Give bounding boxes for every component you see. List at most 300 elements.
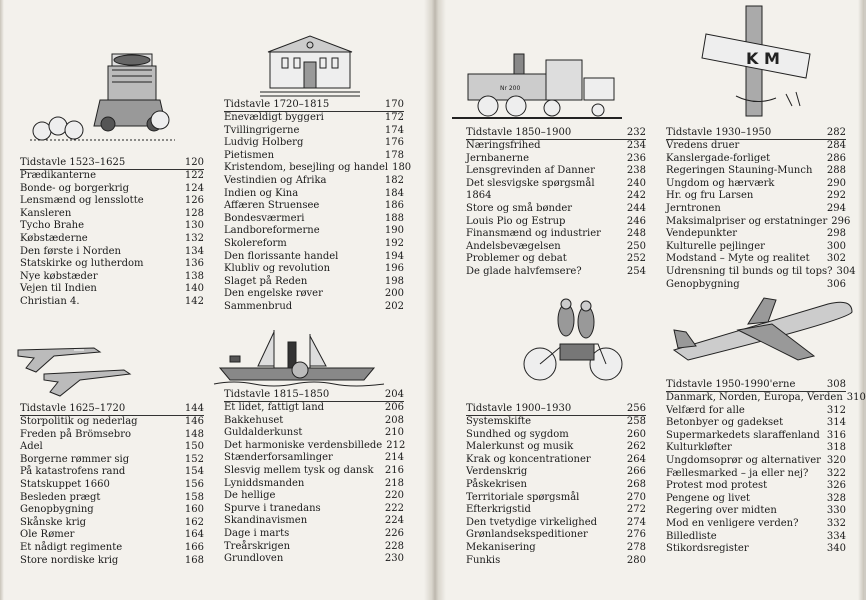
entry-page: 312 (826, 404, 846, 416)
entry-title: Kristendom, besejling og handel (224, 162, 389, 174)
entry-title: Verdenskrig (466, 466, 528, 478)
entry-title: Krak og koncentrationer (466, 453, 591, 465)
entry-title: Prædikanterne (20, 170, 97, 181)
section-page: 232 (626, 127, 646, 138)
section-1625-1720 (20, 402, 204, 567)
motorcycle-illustration (520, 298, 630, 386)
toc-entry (666, 241, 846, 254)
entry-list (224, 402, 404, 566)
entry-page: 304 (836, 265, 856, 277)
entry-page: 268 (626, 478, 646, 490)
entry-title: Pengene og livet (666, 492, 751, 504)
entry-page: 182 (384, 174, 404, 186)
section-header (666, 378, 846, 392)
entry-title: Sammenbrud (224, 300, 293, 312)
entry-page: 226 (384, 527, 404, 539)
entry-page: 130 (184, 220, 204, 232)
entry-page: 190 (384, 225, 404, 237)
toc-entry (224, 162, 412, 175)
section-1950-1990 (666, 378, 866, 556)
toc-entry (224, 263, 404, 276)
entry-page: 128 (184, 207, 204, 219)
section-1523-1625 (20, 156, 204, 309)
entry-page: 314 (826, 417, 846, 429)
entry-page: 262 (626, 441, 646, 453)
entry-title: Købstæderne (20, 232, 88, 244)
toc-entry (224, 503, 404, 516)
entry-page: 294 (826, 202, 846, 214)
toc-entry (224, 427, 404, 440)
entry-page: 220 (384, 490, 404, 502)
entry-title: Genopbygning (666, 278, 740, 290)
section-1720-1815 (224, 98, 412, 314)
entry-title: Indien og Kina (224, 187, 299, 199)
toc-entry (20, 296, 204, 309)
section-page: 204 (384, 389, 404, 400)
entry-title: Vejen til Indien (20, 283, 97, 295)
entry-list (466, 140, 646, 279)
toc-entry (20, 429, 204, 442)
toc-entry (466, 492, 646, 505)
entry-list (466, 416, 646, 567)
toc-entry (224, 188, 404, 201)
toc-entry (20, 258, 204, 271)
entry-page: 126 (184, 195, 204, 207)
entry-page: 292 (826, 190, 846, 202)
airplane-icon (668, 290, 858, 370)
entry-title: Kanslergade-forliget (666, 152, 771, 164)
toc-entry (224, 112, 404, 125)
toc-entry (20, 208, 204, 221)
entry-title: Ungdomsoprør og alternativer (666, 454, 821, 466)
entry-title: De glade halvfemsere? (466, 265, 582, 277)
section-title: Tidstavle 1900–1930 (466, 403, 572, 414)
entry-page: 196 (384, 263, 404, 275)
toc-entry (224, 276, 404, 289)
toc-entry (466, 441, 646, 454)
toc-entry (666, 405, 846, 418)
entry-title: Treårskrigen (224, 540, 291, 552)
entry-page: 340 (826, 543, 846, 555)
entry-title: Stænderforsamlinger (224, 452, 333, 464)
section-1815-1850 (224, 388, 404, 566)
entry-title: Besleden prægt (20, 491, 101, 503)
toc-entry (466, 253, 646, 266)
toc-entry (20, 271, 204, 284)
entry-page: 166 (184, 541, 204, 553)
entry-title: Funkis (466, 554, 501, 566)
entry-page: 184 (384, 187, 404, 199)
toc-entry (466, 454, 646, 467)
building-icon (260, 30, 360, 98)
toc-entry (466, 216, 646, 229)
entry-page: 146 (184, 416, 204, 427)
entry-page: 298 (826, 228, 846, 240)
entry-title: Lyniddsmanden (224, 477, 305, 489)
toc-entry (666, 265, 856, 279)
entry-title: Betonbyer og gadekset (666, 417, 784, 429)
toc-entry (466, 165, 646, 178)
entry-page: 300 (826, 240, 846, 252)
steamship-icon (214, 326, 384, 388)
toc-entry (666, 165, 846, 178)
section-header (224, 388, 404, 402)
toc-entry (466, 228, 646, 241)
toc-entry (666, 392, 866, 405)
entry-page: 136 (184, 258, 204, 270)
entry-page: 238 (626, 165, 646, 177)
entry-title: Systemskifte (466, 416, 532, 427)
section-title: Tidstavle 1625–1720 (20, 403, 126, 414)
section-1900-1930 (466, 402, 646, 567)
toc-entry (20, 542, 204, 555)
section-title: Tidstavle 1930–1950 (666, 127, 772, 138)
toc-entry (224, 465, 404, 478)
toc-entry (666, 531, 846, 544)
entry-title: Efterkrigstid (466, 504, 531, 516)
section-page: 144 (184, 403, 204, 414)
entry-title: Jerntronen (666, 202, 721, 214)
entry-title: Affæren Struensee (224, 200, 320, 212)
entry-title: Tvillingrigerne (224, 124, 300, 136)
entry-title: Dage i marts (224, 527, 290, 539)
entry-title: Maksimalpriser og erstatninger (666, 215, 828, 227)
toc-entry (224, 490, 404, 503)
entry-page: 330 (826, 505, 846, 517)
entry-page: 218 (384, 477, 404, 489)
entry-page: 254 (626, 265, 646, 277)
entry-page: 212 (386, 439, 406, 451)
toc-entry (466, 504, 646, 517)
cannon-icon (30, 46, 180, 146)
motorcycle-icon (520, 298, 630, 386)
entry-title: Det harmoniske verdensbillede (224, 439, 383, 451)
entry-page: 322 (826, 467, 846, 479)
entry-page: 334 (826, 530, 846, 542)
entry-page: 148 (184, 428, 204, 440)
entry-title: Christian 4. (20, 295, 80, 307)
toc-entry (20, 529, 204, 542)
entry-title: Freden på Brömsebro (20, 428, 132, 440)
section-header (224, 98, 404, 112)
entry-list (20, 170, 204, 309)
signpost-icon (696, 6, 820, 118)
page-edge-left (0, 0, 4, 600)
entry-title: Statskirke og lutherdom (20, 258, 144, 270)
section-page: 170 (384, 99, 404, 110)
entry-page: 276 (626, 529, 646, 541)
toc-entry (224, 238, 404, 251)
entry-page: 164 (184, 529, 204, 541)
toc-entry (20, 183, 204, 196)
toc-entry (466, 517, 646, 530)
entry-page: 216 (384, 464, 404, 476)
steamship-illustration (214, 326, 384, 388)
entry-title: Lensmænd og lensslotte (20, 195, 144, 207)
section-header (466, 126, 646, 140)
entry-title: Sundhed og sygdom (466, 428, 569, 440)
pistols-icon (14, 338, 134, 398)
entry-title: Genopbygning (20, 504, 94, 516)
toc-entry (666, 543, 846, 556)
toc-entry (466, 140, 646, 153)
entry-title: Bakkehuset (224, 414, 284, 426)
entry-title: Adel (20, 441, 43, 453)
entry-page: 244 (626, 202, 646, 214)
toc-entry (224, 225, 404, 238)
toc-entry (224, 150, 404, 163)
entry-title: Udrensning til bunds og til tops? (666, 265, 833, 277)
toc-entry (20, 504, 204, 517)
entry-page: 138 (184, 270, 204, 282)
toc-entry (666, 417, 846, 430)
entry-page: 210 (384, 427, 404, 439)
entry-title: Jernbanerne (466, 152, 530, 164)
toc-entry (466, 542, 646, 555)
entry-page: 224 (384, 515, 404, 527)
section-title: Tidstavle 1950-1990'erne (666, 379, 796, 390)
book-gutter (424, 0, 446, 600)
entry-page: 328 (826, 492, 846, 504)
toc-entry (20, 454, 204, 467)
entry-page: 214 (384, 452, 404, 464)
toc-entry (224, 528, 404, 541)
entry-title: Det slesvigske spørgsmål (466, 177, 595, 189)
toc-entry (666, 215, 851, 229)
section-title: Tidstavle 1850–1900 (466, 127, 572, 138)
entry-title: Ludvig Holberg (224, 137, 304, 149)
pistols-illustration (14, 338, 134, 398)
toc-entry (224, 553, 404, 566)
entry-page: 198 (384, 275, 404, 287)
entry-title: Slesvig mellem tysk og dansk (224, 464, 374, 476)
section-header (666, 126, 846, 140)
entry-title: Grønlandsekspeditioner (466, 529, 588, 541)
toc-entry (466, 190, 646, 203)
section-title: Tidstavle 1815–1850 (224, 389, 330, 400)
entry-title: Louis Pio og Estrup (466, 215, 566, 227)
entry-page: 260 (626, 428, 646, 440)
entry-page: 180 (392, 162, 412, 174)
entry-title: Skandinavismen (224, 515, 308, 527)
toc-entry (224, 137, 404, 150)
entry-page: 318 (826, 442, 846, 454)
entry-title: Hr. og fru Larsen (666, 190, 754, 202)
entry-page: 242 (626, 190, 646, 202)
toc-entry (20, 416, 204, 429)
entry-title: På katastrofens rand (20, 466, 126, 478)
entry-title: De hellige (224, 490, 276, 502)
entry-page: 326 (826, 480, 846, 492)
entry-page: 234 (626, 140, 646, 151)
toc-entry (466, 266, 646, 279)
entry-title: Protest mod protest (666, 480, 768, 492)
entry-title: Billedliste (666, 530, 717, 542)
toc-entry (466, 241, 646, 254)
entry-title: Andelsbevægelsen (466, 240, 561, 252)
entry-page: 158 (184, 491, 204, 503)
entry-title: Store nordiske krig (20, 554, 119, 566)
entry-title: Bondesværmeri (224, 212, 305, 224)
entry-title: Mod en venligere verden? (666, 517, 799, 529)
toc-entry (666, 178, 846, 191)
toc-entry (466, 479, 646, 492)
entry-title: Grundloven (224, 553, 284, 565)
entry-title: Fællesmarked – ja eller nej? (666, 467, 809, 479)
toc-entry (666, 455, 846, 468)
entry-title: Næringsfrihed (466, 140, 541, 151)
toc-entry (224, 478, 404, 491)
toc-entry (666, 505, 846, 518)
toc-entry (666, 228, 846, 241)
entry-title: Ungdom og hærværk (666, 177, 775, 189)
toc-entry (666, 468, 846, 481)
toc-entry (666, 153, 846, 166)
toc-entry (20, 479, 204, 492)
toc-entry (666, 253, 846, 266)
entry-title: Den første i Norden (20, 245, 121, 257)
entry-title: Bonde- og borgerkrig (20, 182, 130, 194)
toc-entry (666, 518, 846, 531)
entry-page: 228 (384, 540, 404, 552)
entry-page: 206 (384, 402, 404, 413)
toc-entry (20, 220, 204, 233)
entry-page: 202 (384, 300, 404, 312)
entry-title: Statskuppet 1660 (20, 478, 110, 490)
entry-list (666, 140, 856, 291)
entry-title: Påskekrisen (466, 478, 527, 490)
entry-page: 316 (826, 429, 846, 441)
entry-page: 154 (184, 466, 204, 478)
entry-title: Nye købstæder (20, 270, 98, 282)
entry-title: Vredens druer (666, 140, 740, 151)
toc-entry (224, 175, 404, 188)
entry-title: Territoriale spørgsmål (466, 491, 580, 503)
section-1850-1900 (466, 126, 646, 279)
entry-list (666, 392, 866, 556)
entry-page: 186 (384, 200, 404, 212)
toc-entry (20, 170, 204, 183)
toc-entry (20, 555, 204, 568)
entry-title: Modstand – Myte og realitet (666, 253, 810, 265)
entry-page: 280 (626, 554, 646, 566)
section-header (20, 156, 204, 170)
toc-entry (466, 466, 646, 479)
entry-page: 230 (384, 553, 404, 565)
toc-entry (224, 402, 404, 415)
entry-page: 302 (826, 253, 846, 265)
toc-entry (466, 529, 646, 542)
section-page: 282 (826, 127, 846, 138)
section-page: 308 (826, 379, 846, 390)
entry-page: 152 (184, 453, 204, 465)
entry-page: 250 (626, 240, 646, 252)
toc-entry (224, 125, 404, 138)
section-page: 120 (184, 157, 204, 168)
toc-entry (224, 440, 404, 453)
entry-page: 278 (626, 541, 646, 553)
entry-page: 160 (184, 504, 204, 516)
entry-title: Vestindien og Afrika (224, 174, 327, 186)
entry-title: Den tvetydige virkelighed (466, 516, 598, 528)
toc-entry (666, 480, 846, 493)
entry-title: Kulturkløfter (666, 442, 732, 454)
entry-list (224, 112, 412, 314)
airplane-illustration (668, 290, 858, 370)
entry-page: 150 (184, 441, 204, 453)
entry-page: 264 (626, 453, 646, 465)
locomotive-icon (452, 42, 622, 122)
entry-title: Kulturelle pejlinger (666, 240, 765, 252)
toc-entry (20, 283, 204, 296)
entry-title: Tycho Brahe (20, 220, 85, 232)
toc-entry (224, 541, 404, 554)
toc-entry (224, 452, 404, 465)
section-header (20, 402, 204, 416)
toc-entry (466, 153, 646, 166)
entry-page: 258 (626, 416, 646, 427)
entry-page: 272 (626, 504, 646, 516)
entry-page: 124 (184, 182, 204, 194)
entry-title: Borgerne rømmer sig (20, 453, 130, 465)
toc-entry (224, 515, 404, 528)
toc-entry (20, 233, 204, 246)
toc-entry (466, 203, 646, 216)
entry-title: Pietismen (224, 149, 275, 161)
entry-page: 172 (384, 112, 404, 123)
entry-title: Skolereform (224, 237, 287, 249)
entry-page: 162 (184, 516, 204, 528)
entry-title: Skånske krig (20, 516, 87, 528)
entry-page: 290 (826, 177, 846, 189)
entry-title: Regering over midten (666, 505, 777, 517)
entry-page: 332 (826, 517, 846, 529)
signpost-letters: K M (746, 49, 780, 68)
section-title: Tidstavle 1523–1625 (20, 157, 126, 168)
locomotive-illustration (452, 42, 622, 122)
entry-title: Regeringen Stauning-Munch (666, 165, 813, 177)
building-illustration (260, 30, 360, 98)
toc-entry (666, 140, 846, 153)
toc-entry (20, 195, 204, 208)
entry-page: 252 (626, 253, 646, 265)
entry-page: 176 (384, 137, 404, 149)
entry-page: 178 (384, 149, 404, 161)
entry-title: Problemer og debat (466, 253, 567, 265)
entry-page: 188 (384, 212, 404, 224)
entry-title: Ole Rømer (20, 529, 75, 541)
entry-title: Storpolitik og nederlag (20, 416, 138, 427)
entry-title: Lensgrevinden af Danner (466, 165, 595, 177)
toc-entry (466, 178, 646, 191)
entry-page: 248 (626, 228, 646, 240)
toc-entry (666, 190, 846, 203)
entry-page: 208 (384, 414, 404, 426)
entry-title: 1864 (466, 190, 492, 202)
page-edge-right (858, 0, 864, 600)
entry-title: Finansmænd og industrier (466, 228, 601, 240)
entry-page: 320 (826, 454, 846, 466)
toc-entry (224, 301, 404, 314)
entry-page: 192 (384, 237, 404, 249)
entry-page: 270 (626, 491, 646, 503)
toc-entry (466, 429, 646, 442)
entry-page: 266 (626, 466, 646, 478)
entry-title: Malerkunst og musik (466, 441, 574, 453)
entry-title: Vendepunkter (666, 228, 738, 240)
toc-entry (20, 441, 204, 454)
entry-page: 132 (184, 232, 204, 244)
